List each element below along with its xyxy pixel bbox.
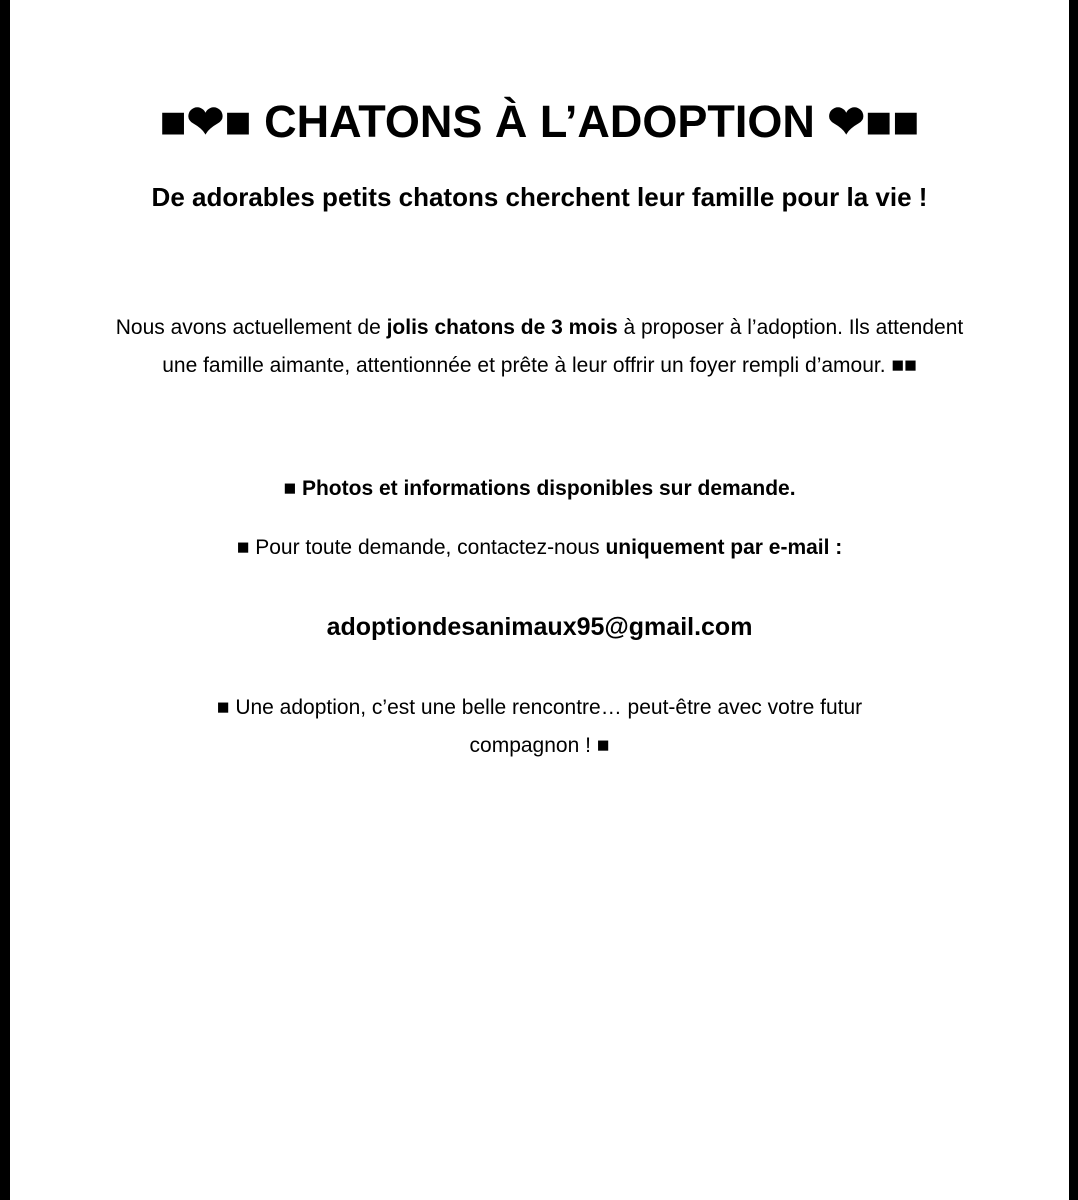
contact-text: ■ Pour toute demande, contactez-nous [236, 536, 606, 559]
contact-emphasis: uniquement par e-mail : [605, 536, 843, 559]
document-page [10, 0, 1069, 1200]
intro-text-end: à proposer à l’adoption. Ils attendent une famille aimante, attentionnée et prête à leur offrir un foyer rempli d’amour. ■■ [162, 316, 964, 377]
intro-highlight: jolis chatons de 3 mois [386, 316, 618, 339]
intro-paragraph [110, 309, 969, 385]
intro-text-start: Nous avons actuellement de [115, 316, 387, 339]
contact-email[interactable]: adoptiondesanimaux95@gmail.com [326, 613, 753, 641]
closing-line: ■ Une adoption, c’est une belle rencontre… peut-être avec votre futur compagnon ! ■ [216, 696, 863, 757]
photos-info-line: ■ Photos et informations disponibles sur demande. [283, 477, 796, 500]
subtitle: De adorables petits chatons cherchent leur famille pour la vie ! [151, 182, 928, 212]
contact-line [10, 529, 1069, 567]
page-title: ■❤■ CHATONS À L’ADOPTION ❤■■ [159, 96, 920, 147]
